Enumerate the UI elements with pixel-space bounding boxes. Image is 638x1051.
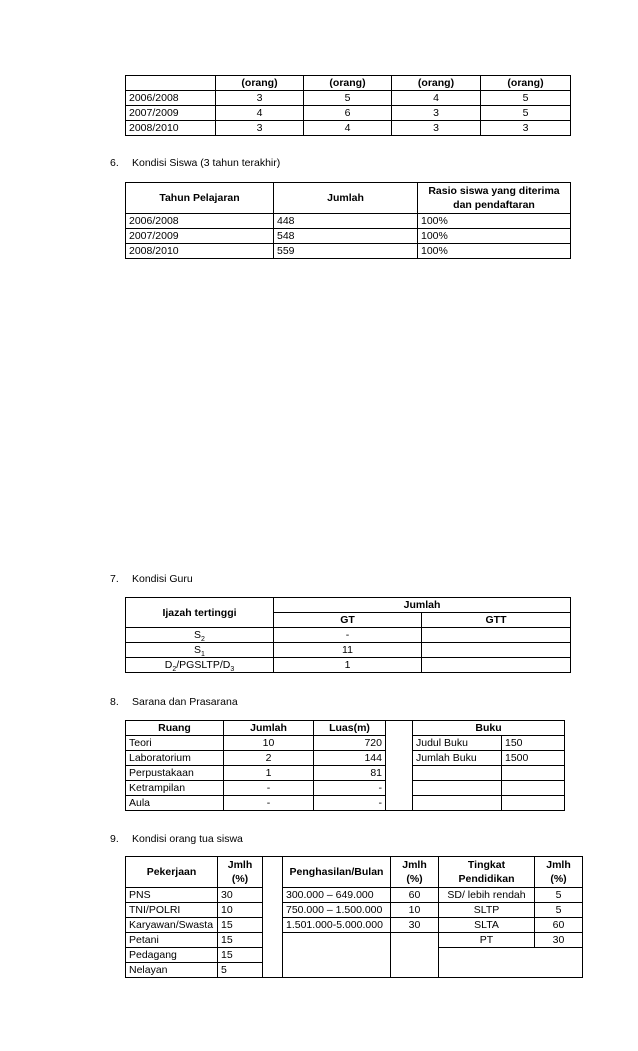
cell [422,658,571,673]
cell: Perpustakaan [126,766,224,781]
kondisi-orang-tua-table [125,856,583,978]
cell [413,796,502,811]
header-cell: Ruang [126,721,224,736]
cell: 2008/2010 [126,244,274,259]
section-7-heading [110,573,193,585]
value-cell: 5 [304,91,392,106]
kondisi-siswa-table [125,182,571,259]
header-cell: Tahun Pelajaran [126,183,274,214]
value-cell: 3 [216,121,304,136]
header-line: Jmlh [546,859,571,871]
header-cell: Luas(m) [314,721,386,736]
section-8-heading [110,696,238,708]
cell: - [314,796,386,811]
cell [391,933,439,978]
header-cell [218,857,263,888]
cell: 150 [502,736,565,751]
cell [439,948,583,978]
degree-label: S [194,644,202,656]
cell: 100% [418,214,571,229]
cell: - [224,781,314,796]
cell [283,933,391,978]
header-cell: Pekerjaan [126,857,218,888]
spacer-cell [263,857,283,978]
degree-label: /PGSLTP/D [176,659,231,671]
value-cell: 5 [481,106,571,121]
cell: 81 [314,766,386,781]
header-line: Jmlh [227,859,253,871]
section-title: Kondisi Guru [132,573,193,585]
table-header-row [126,183,571,214]
value-cell: 3 [392,106,481,121]
cell: 100% [418,244,571,259]
table-row [126,214,571,229]
table-header-row [126,721,565,736]
cell: 750.000 – 1.500.000 [283,903,391,918]
table-row [126,781,565,796]
cell: - [274,628,422,643]
table-row [126,121,571,136]
cell: 1 [274,658,422,673]
cell [413,781,502,796]
cell: 2006/2008 [126,214,274,229]
cell: 60 [391,888,439,903]
cell [502,796,565,811]
cell: 2007/2009 [126,229,274,244]
value-cell: 4 [216,106,304,121]
section-title: Sarana dan Prasarana [132,696,238,708]
cell [422,643,571,658]
degree-subscript: 3 [230,666,235,673]
section-number: 6. [110,157,119,169]
cell: 559 [274,244,418,259]
cell: 5 [535,888,583,903]
table-row [126,628,571,643]
header-cell: Penghasilan/Bulan [283,857,391,888]
section-title: Kondisi Siswa (3 tahun terakhir) [132,157,281,169]
cell: Pedagang [126,948,218,963]
header-line: Rasio siswa yang diterima [428,185,560,197]
cell: 30 [218,888,263,903]
cell: Aula [126,796,224,811]
table-header-row [126,76,571,91]
spacer-cell [386,721,413,811]
cell: SD/ lebih rendah [439,888,535,903]
degree-subscript: 2 [172,666,177,673]
section-title: Kondisi orang tua siswa [132,833,243,845]
table-row [126,736,565,751]
cell: Nelayan [126,963,218,978]
value-cell: 3 [481,121,571,136]
cell: PNS [126,888,218,903]
header-cell: (orang) [392,76,481,91]
cell [413,766,502,781]
cell: 1.501.000-5.000.000 [283,918,391,933]
cell: PT [439,933,535,948]
header-cell [439,857,535,888]
header-line: Pendidikan [458,873,515,885]
header-cell [418,183,571,214]
year-cell: 2008/2010 [126,121,216,136]
degree-cell [126,658,274,673]
sarana-prasarana-table [125,720,565,811]
cell: TNI/POLRI [126,903,218,918]
cell: 1500 [502,751,565,766]
header-cell: (orang) [216,76,304,91]
cell: 15 [218,948,263,963]
header-cell: Jumlah [274,598,571,613]
degree-subscript: 1 [201,651,205,658]
header-line: (%) [406,873,423,885]
table-header-row [126,598,571,613]
header-line: (%) [231,873,249,885]
cell: 15 [218,933,263,948]
value-cell: 3 [392,121,481,136]
table-row [126,903,583,918]
cell: 300.000 – 649.000 [283,888,391,903]
degree-cell [126,628,274,643]
cell [502,766,565,781]
cell: 144 [314,751,386,766]
header-line: dan pendaftaran [453,199,535,211]
cell: 30 [535,933,583,948]
header-line: Tingkat [467,859,506,871]
cell: 448 [274,214,418,229]
degree-label: D [164,659,173,671]
header-cell [535,857,583,888]
year-cell: 2007/2009 [126,106,216,121]
table-row [126,643,571,658]
table-row [126,106,571,121]
header-cell [391,857,439,888]
cell: 548 [274,229,418,244]
cell: 2 [224,751,314,766]
cell: Laboratorium [126,751,224,766]
cell: Jumlah Buku [413,751,502,766]
header-cell: (orang) [304,76,392,91]
header-cell: Buku [413,721,565,736]
header-cell: (orang) [481,76,571,91]
degree-subscript: 2 [201,636,205,643]
header-cell: Ijazah tertinggi [126,598,274,628]
cell: 100% [418,229,571,244]
header-cell [126,76,216,91]
table-row [126,751,565,766]
value-cell: 6 [304,106,392,121]
cell: 10 [391,903,439,918]
degree-label: S [194,629,202,641]
table-row [126,91,571,106]
header-cell: GT [274,613,422,628]
header-cell: GTT [422,613,571,628]
cell [502,781,565,796]
value-cell: 4 [392,91,481,106]
header-cell: Jumlah [224,721,314,736]
cell: 30 [391,918,439,933]
cell: SLTA [439,918,535,933]
section-number: 7. [110,573,119,585]
cell: 15 [218,918,263,933]
year-cell: 2006/2008 [126,91,216,106]
cell: 720 [314,736,386,751]
value-cell: 3 [216,91,304,106]
table-row [126,244,571,259]
table-row [126,796,565,811]
section-number: 8. [110,696,119,708]
cell: Karyawan/Swasta [126,918,218,933]
cell: 10 [218,903,263,918]
cell: Teori [126,736,224,751]
table-row [126,933,583,948]
value-cell: 5 [481,91,571,106]
header-line: Jmlh [402,859,427,871]
cell: - [224,796,314,811]
cell: Petani [126,933,218,948]
table-row [126,918,583,933]
table-header-row [126,857,583,888]
table-row [126,766,565,781]
section-9-heading [110,833,243,845]
degree-cell [126,643,274,658]
kondisi-guru-table [125,597,571,673]
table-row [126,888,583,903]
header-line: (%) [550,873,567,885]
cell: - [314,781,386,796]
cell: 1 [224,766,314,781]
cell: 60 [535,918,583,933]
cell: 11 [274,643,422,658]
table-5-continued [125,75,571,136]
section-number: 9. [110,833,119,845]
cell [422,628,571,643]
cell: 5 [218,963,263,978]
cell: Ketrampilan [126,781,224,796]
cell: 5 [535,903,583,918]
section-6-heading [110,157,280,169]
table-row [126,658,571,673]
table-row [126,229,571,244]
header-cell: Jumlah [274,183,418,214]
cell: 10 [224,736,314,751]
cell: Judul Buku [413,736,502,751]
cell: SLTP [439,903,535,918]
value-cell: 4 [304,121,392,136]
